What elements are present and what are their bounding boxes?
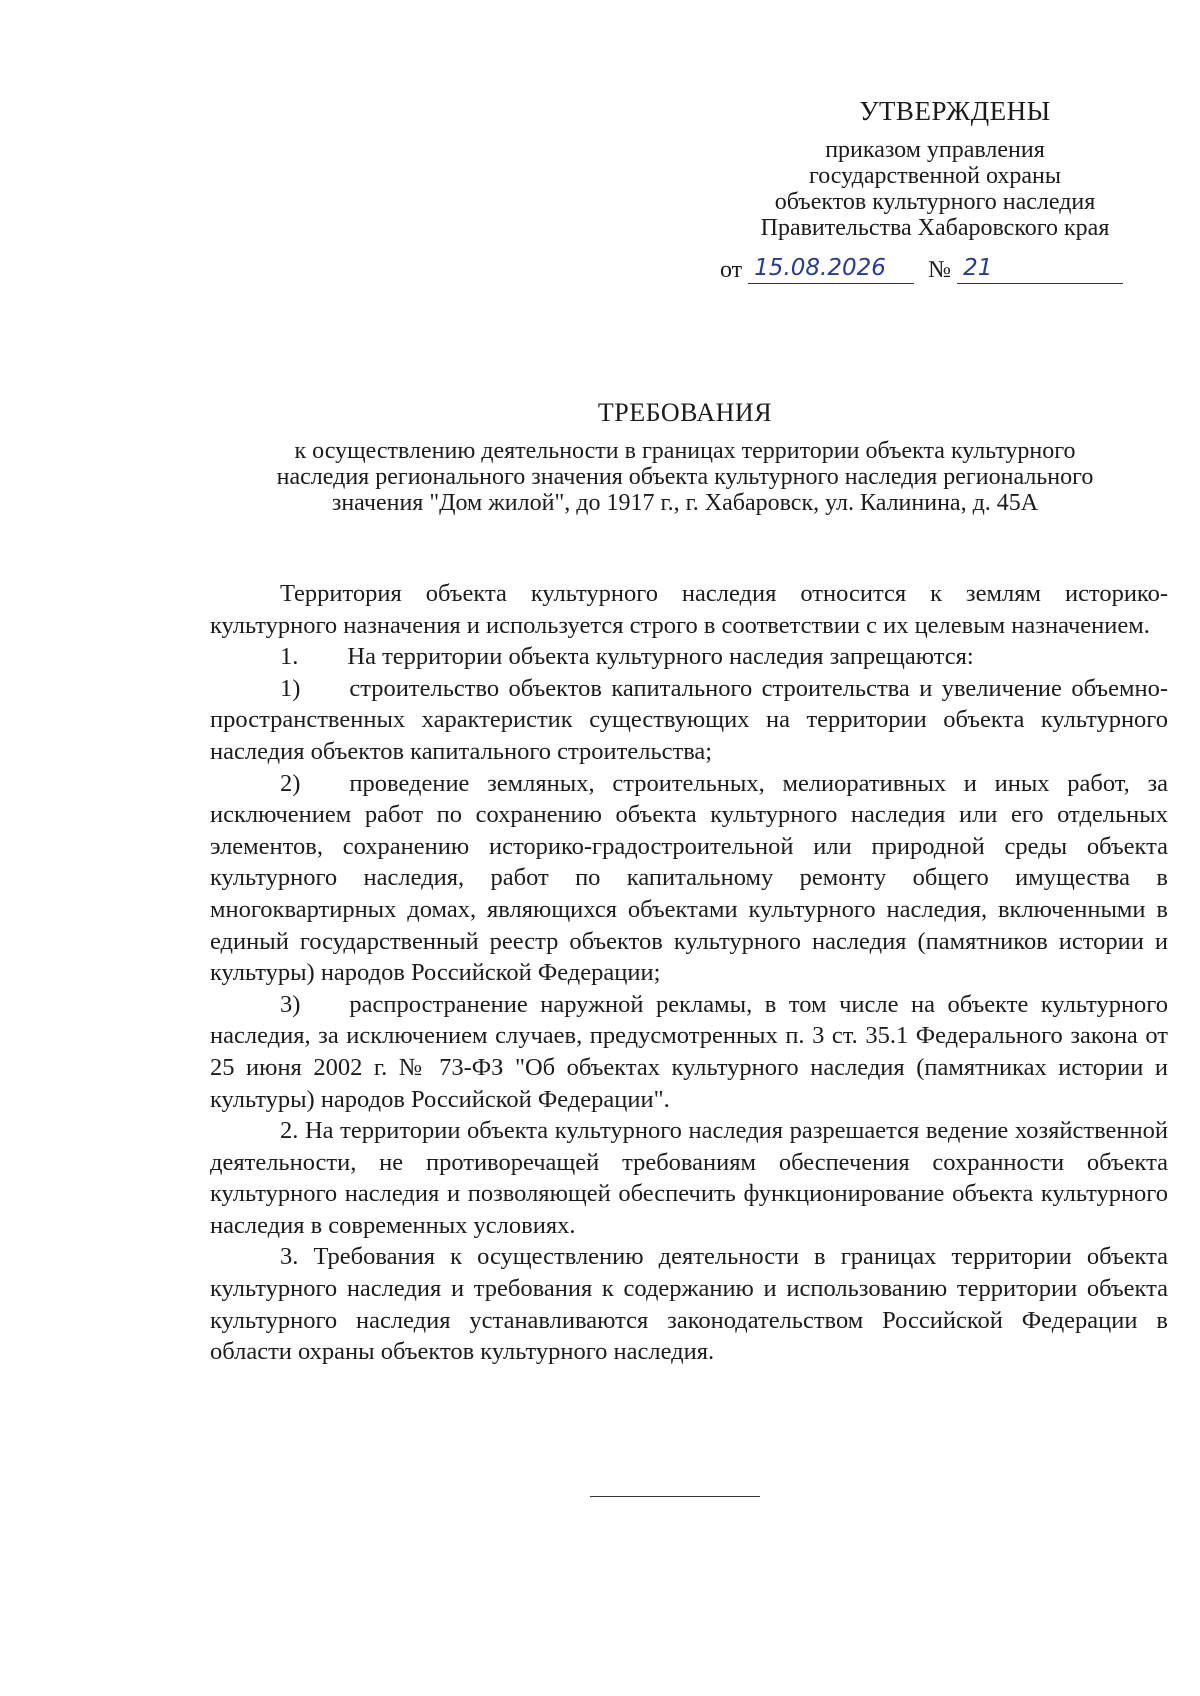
handwritten-number: 21 <box>957 253 1123 284</box>
paragraph-intro: Территория объекта культурного наследия относится к землям историко-культурного назначения и используется строго в соответствии с их целевым назначением. <box>210 580 1168 639</box>
number-prefix: № <box>928 257 952 283</box>
handwritten-date: 15.08.2026 <box>748 253 914 284</box>
end-divider <box>590 1496 760 1497</box>
approval-block <box>700 96 1170 284</box>
order-date-number <box>720 253 1170 284</box>
paragraph-subitem-3: 3) распространение наружной рекламы, в том числе на объекте культурного наследия, за исключением случаев, предусмотренных п. 3 ст. 35.1 Федерального закона от 25 июня 2002 г. № 73-ФЗ "Об объектах культурного наследия (памятниках истории и культуры) народов Российской Федерации". <box>210 990 1168 1113</box>
approval-heading: УТВЕРЖДЕНЫ <box>859 96 1051 126</box>
title-line: к осуществлению деятельности в границах территории объекта культурного <box>294 438 1076 464</box>
date-prefix: от <box>720 257 743 283</box>
paragraph-item-1: 1. На территории объекта культурного наследия запрещаются: <box>280 643 974 671</box>
approval-line: объектов культурного наследия <box>774 189 1096 215</box>
paragraph-item-3: 3. Требования к осуществлению деятельности в границах территории объекта культурного наследия и требования к содержанию и использованию территории объекта культурного наследия устанавливаются законодательством Российской Федерации в области охраны объектов культурного наследия. <box>210 1243 1168 1366</box>
title-line: наследия регионального значения объекта культурного наследия регионального <box>276 464 1094 490</box>
approval-line: государственной охраны <box>808 163 1062 189</box>
document-title-block <box>200 398 1170 516</box>
approval-line: приказом управления <box>825 137 1045 163</box>
paragraph-subitem-1: 1) строительство объектов капитального строительства и увеличение объемно-пространственных характеристик существующих на территории объекта культурного наследия объектов капитального строительства; <box>210 674 1168 765</box>
document-title: ТРЕБОВАНИЯ <box>597 398 773 427</box>
paragraph-item-2: 2. На территории объекта культурного наследия разрешается ведение хозяйственной деятельности, не противоречащей требованиям обеспечения сохранности объекта культурного наследия и позволяющей обеспечить функционирование объекта культурного наследия в современных условиях. <box>210 1117 1168 1239</box>
title-line: значения "Дом жилой", до 1917 г., г. Хабаровск, ул. Калинина, д. 45А <box>331 490 1039 516</box>
approval-line: Правительства Хабаровского края <box>760 215 1110 241</box>
document-body <box>210 578 1168 1368</box>
paragraph-subitem-2: 2) проведение земляных, строительных, мелиоративных и иных работ, за исключением работ по сохранению объекта культурного наследия или его отдельных элементов, сохранению историко-градостроительной или природной среды объекта культурного наследия, работ по капитальному ремонту общего имущества в многоквартирных домах, являющихся объектами культурного наследия, включенными в единый государственный реестр объектов культурного наследия (памятников истории и культуры) народов Российской Федерации; <box>210 769 1168 987</box>
